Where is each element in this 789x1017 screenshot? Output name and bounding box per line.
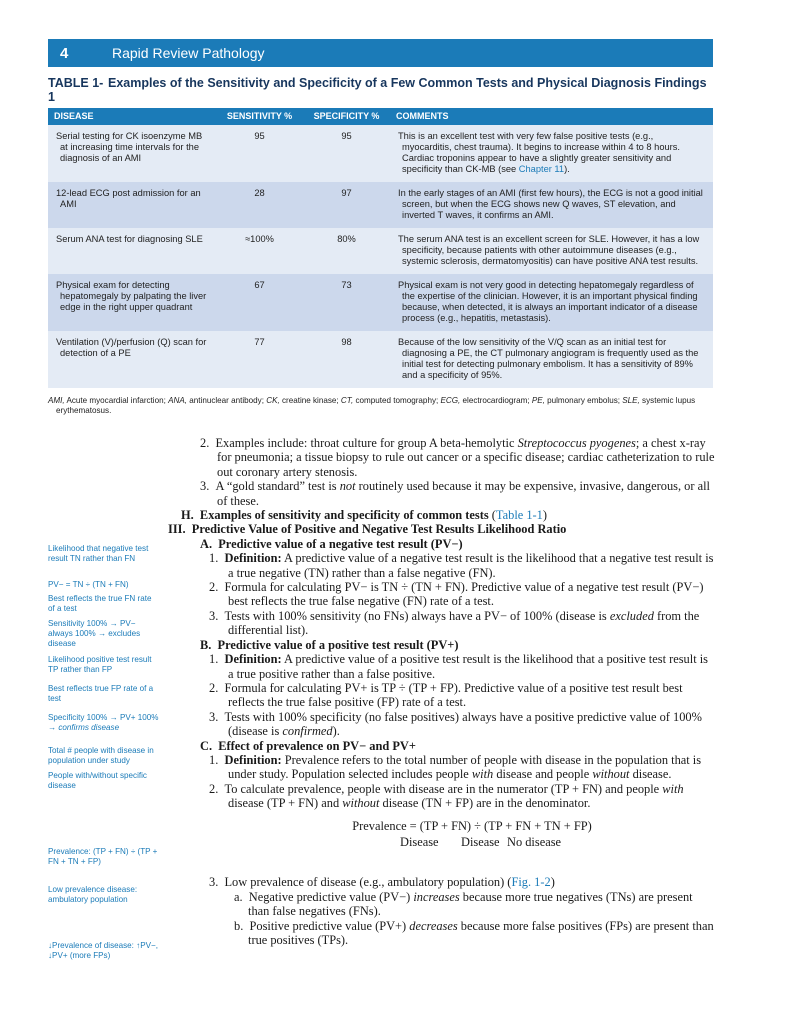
table-row	[48, 274, 713, 331]
text-run: 2. Formula for calculating PV− is TN ÷ (TN + FN). Predictive value of a negative test result (PV−) best reflects the true false negative (FN) rate of a test.	[209, 580, 704, 609]
text-run: 2. Examples include: throat culture for group A beta-hemolytic	[200, 436, 518, 450]
margin-note-text: Specificity 100% → PV+ 100% →	[48, 713, 159, 732]
outline-item	[168, 875, 716, 889]
disease-cell: Serial testing for CK isoenzyme MB at increasing time intervals for the diagnosis of an AMI	[48, 125, 216, 182]
disease-cell: 12-lead ECG post admission for an AMI	[48, 182, 216, 228]
running-header	[48, 39, 713, 67]
text-run: decreases	[409, 918, 458, 933]
column-header: DISEASE	[48, 108, 216, 125]
cross-reference-link[interactable]: Table 1-1	[495, 508, 543, 523]
sensitivity-cell: ≈100%	[216, 228, 303, 274]
text-run: Definition:	[224, 551, 282, 566]
formula-labels	[168, 835, 716, 849]
text-run: not	[339, 479, 356, 494]
footnote-run: CK,	[266, 396, 280, 405]
comments-cell	[390, 228, 713, 274]
text-run: ).	[332, 724, 340, 739]
outline-heading-c: C. Effect of prevalence on PV− and PV+	[200, 738, 416, 753]
footnote-run: SLE,	[622, 396, 640, 405]
text-run: increases	[413, 889, 460, 904]
text-run: from the differential list).	[228, 608, 700, 638]
margin-note	[48, 713, 160, 733]
text-run: disease (TN + FP) are in the denominator.	[379, 796, 591, 811]
text-run: 3. Low prevalence of disease (e.g., ambulatory population) (	[209, 875, 512, 890]
text-run: b. Positive predictive value (PV+)	[234, 918, 410, 933]
margin-note: Prevalence: (TP + FN) ÷ (TP + FN + TN + FP)	[48, 847, 158, 866]
text-run: disease and people	[493, 767, 593, 782]
column-header: SPECIFICITY %	[303, 108, 390, 125]
footnote-run: systemic lupus erythematosus.	[56, 396, 696, 415]
text-run: a. Negative predictive value (PV−)	[234, 889, 414, 904]
comment-text: The serum ANA test is an excellent screen for SLE. However, it has a low specificity, because patients with other autoimmune diseases (e.g., systemic sclerosis, dermatomyositis) can have positive ANA test results.	[398, 234, 700, 266]
text-run: H. Examples of sensitivity and specificity of common tests	[181, 508, 489, 523]
text-run: routinely used because it may be expensive, invasive, dangerous, or all of these.	[217, 479, 710, 508]
footnote-run: AMI,	[48, 396, 65, 405]
text-run: A predictive value of a negative test result is the likelihood that a negative test result is a true negative (TN) rather than a false negative (FN).	[228, 551, 714, 580]
outline-item	[168, 580, 716, 609]
disease-cell: Ventilation (V)/perfusion (Q) scan for detection of a PE	[48, 331, 216, 388]
margin-note: Likelihood positive test result TP rather than FP	[48, 655, 152, 674]
text-run: with	[471, 767, 494, 782]
table-header-row	[48, 108, 713, 125]
table-number: TABLE 1-1	[48, 76, 104, 104]
margin-note: PV− = TN ÷ (TN + FN)	[48, 580, 129, 589]
formula-label: Disease	[461, 834, 500, 849]
text-run: because more true negatives (TNs) are present than false negatives (FNs).	[248, 889, 693, 919]
prevalence-formula: Prevalence = (TP + FN) ÷ (TP + FN + TN + FP)	[352, 818, 592, 833]
text-run: )	[550, 875, 555, 890]
margin-note: Sensitivity 100% → PV− always 100% → excludes disease	[48, 619, 141, 648]
table-row	[48, 331, 713, 388]
text-run: 2. To calculate prevalence, people with disease are in the numerator (TP + FN) and people	[209, 781, 663, 796]
margin-note: Best reflects the true FN rate of a test	[48, 594, 152, 613]
margin-note: People with/without specific disease	[48, 771, 147, 790]
table-caption	[48, 76, 713, 104]
formula-label: Disease	[400, 834, 439, 849]
footnote-run: creatine kinase;	[279, 396, 341, 405]
outline-heading-a: A. Predictive value of a negative test result (PV−)	[200, 536, 463, 551]
comments-cell	[390, 331, 713, 388]
footnote-run: ANA,	[168, 396, 188, 405]
outline-heading-b: B. Predictive value of a positive test result (PV+)	[200, 637, 459, 652]
text-run: )	[542, 508, 548, 523]
table-row	[48, 125, 713, 182]
text-run: Streptococcus pyogenes	[517, 436, 636, 450]
disease-cell: Physical exam for detecting hepatomegaly by palpating the liver edge in the right upper quadrant	[48, 274, 216, 331]
table-footnote	[48, 396, 723, 416]
margin-note: Total # people with disease in population under study	[48, 746, 154, 765]
outline-item	[168, 609, 716, 638]
outline-item	[168, 681, 716, 710]
table-title: Examples of the Sensitivity and Specificity of a Few Common Tests and Physical Diagnosis Findings	[108, 76, 707, 90]
footnote-run: PE,	[531, 396, 545, 405]
text-run: 1.	[209, 551, 225, 566]
outline-item	[168, 551, 716, 580]
footnote-run: ECG,	[440, 396, 461, 405]
specificity-cell: 97	[303, 182, 390, 228]
disease-cell: Serum ANA test for diagnosing SLE	[48, 228, 216, 274]
footnote-run: computed tomography;	[353, 396, 441, 405]
margin-note: Likelihood that negative test result TN rather than FN	[48, 544, 149, 563]
comment-text: This is an excellent test with very few false positive tests (e.g., myocarditis, chest trauma). It begins to increase within 4 to 8 hours. Cardiac troponins appear to have a slightly greater sensitivity and specificity than CK-MB (see	[398, 131, 680, 174]
comment-text: Because of the low sensitivity of the V/Q scan as an initial test for diagnosing a PE, the CT pulmonary angiogram is frequently used as the initial test for detecting pulmonary embolism. It has a sensitivity of 89% and a specificity of 95%.	[398, 337, 699, 380]
formula-label: No disease	[507, 834, 562, 849]
outline-item	[168, 479, 716, 508]
footnote-run: pulmonary embolus;	[544, 396, 623, 405]
margin-note: Best reflects true FP rate of a test	[48, 684, 154, 703]
specificity-cell: 80%	[303, 228, 390, 274]
table-row	[48, 228, 713, 274]
page-number: 4	[60, 44, 69, 62]
cross-reference-link[interactable]: Fig. 1-2	[511, 875, 551, 890]
text-run: 1.	[209, 652, 225, 667]
footnote-run: CT,	[340, 396, 354, 405]
table-row	[48, 182, 713, 228]
text-run: ; a chest x-ray for pneumonia; a tissue biopsy to rule out cancer or a specific disease; cardiac catheterization to rule out coronary artery stenosis.	[217, 436, 715, 479]
margin-note: Low prevalence disease: ambulatory population	[48, 885, 138, 904]
sensitivity-cell: 95	[216, 125, 303, 182]
text-run: without	[342, 796, 380, 811]
outline-item	[168, 710, 716, 739]
book-title: Rapid Review Pathology	[112, 45, 265, 61]
sensitivity-cell: 77	[216, 331, 303, 388]
text-run: 3. Tests with 100% sensitivity (no FNs) always have a PV− of 100% (disease is	[209, 608, 610, 623]
specificity-cell: 73	[303, 274, 390, 331]
outline-subitem	[168, 919, 716, 948]
comment-text: Physical exam is not very good in detecting hepatomegaly regardless of the expertise of the clinician. However, it is an important physical finding because, when detected, it is always an important indicator of a disease process (e.g., hepatitis, metastasis).	[398, 280, 698, 323]
text-run: 1.	[209, 752, 225, 767]
outline-heading-h	[168, 508, 716, 522]
specificity-cell: 98	[303, 331, 390, 388]
footnote-run: Acute myocardial infarction;	[64, 396, 169, 405]
text-run: disease.	[629, 767, 672, 782]
text-run: confirmed	[282, 724, 333, 739]
text-run: (	[488, 508, 496, 523]
comments-cell	[390, 274, 713, 331]
comments-cell	[390, 125, 713, 182]
text-run: without	[592, 767, 630, 782]
text-run: 3. A “gold standard” test is	[200, 479, 340, 494]
text-run: because more false positives (FPs) are present than true positives (TPs).	[248, 918, 714, 947]
specificity-cell: 95	[303, 125, 390, 182]
sensitivity-cell: 67	[216, 274, 303, 331]
footnote-run: electrocardiogram;	[460, 396, 532, 405]
outline-subitem	[168, 890, 716, 919]
text-run: excluded	[609, 608, 654, 623]
comment-text-end: ).	[564, 164, 570, 174]
text-run: Definition:	[224, 652, 282, 667]
margin-note-italic: confirms disease	[58, 723, 120, 732]
text-run: Definition:	[224, 752, 282, 767]
outline-heading-iii: III. Predictive Value of Positive and Negative Test Results Likelihood Ratio	[168, 522, 567, 537]
text-run: disease (TP + FN) and	[228, 796, 343, 811]
text-run: A predictive value of a positive test result is the likelihood that a positive test result is a true positive rather than a false positive.	[228, 652, 709, 681]
outline-item	[168, 436, 716, 479]
table-body	[48, 125, 713, 388]
chapter-link[interactable]: Chapter 11	[518, 164, 565, 174]
outline-item	[168, 782, 716, 811]
outline-item	[168, 753, 716, 782]
comment-text: In the early stages of an AMI (first few hours), the ECG is not a good initial screen, but when the ECG shows new Q waves, ST elevation, and inverted T waves, it confirms an AMI.	[398, 188, 703, 220]
sensitivity-cell: 28	[216, 182, 303, 228]
comments-cell	[390, 182, 713, 228]
footnote-run: antinuclear antibody;	[187, 396, 267, 405]
text-run: Prevalence refers to the total number of people with disease in the population that is under study. Population selected includes people	[228, 752, 702, 782]
body-outline	[168, 436, 716, 947]
text-run: 2. Formula for calculating PV+ is TP ÷ (TP + FP). Predictive value of a positive test result best reflects the true false positive (FP) rate of a test.	[209, 680, 683, 710]
margin-note: ↓Prevalence of disease: ↑PV−, ↓PV+ (more FPs)	[48, 941, 159, 960]
text-run: with	[662, 781, 684, 796]
text-run: 3. Tests with 100% specificity (no false positives) always have a positive predictive value of 100% (disease is	[209, 709, 702, 739]
outline-item	[168, 652, 716, 681]
column-header: SENSITIVITY %	[216, 108, 303, 125]
column-header: COMMENTS	[390, 108, 713, 125]
sensitivity-specificity-table	[48, 108, 713, 388]
